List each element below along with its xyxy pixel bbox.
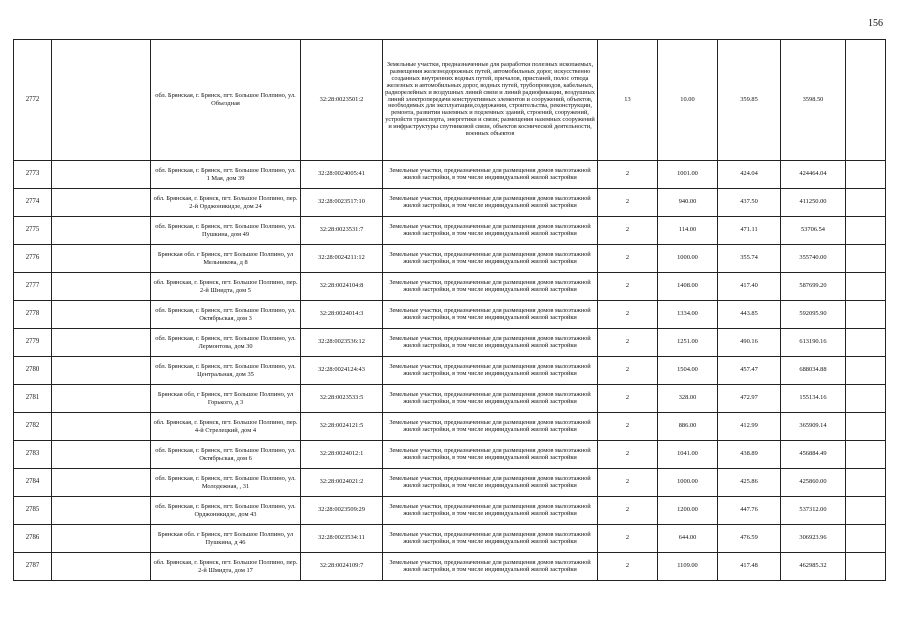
land-use-code-cell: 2 xyxy=(598,329,658,357)
land-use-code-cell: 2 xyxy=(598,441,658,469)
specific-value-cell: 412.99 xyxy=(718,413,781,441)
table-row xyxy=(14,217,886,245)
address-cell: Брянская обл. г Брянск, пгт Большое Полпино, ул Мельникова, д 8 xyxy=(151,245,301,273)
empty-cell xyxy=(846,40,886,161)
address-cell: обл. Брянская, г. Брянск, пгт. Большое Полпино, ул. Пушкина, дом 49 xyxy=(151,217,301,245)
area-cell: 1000.00 xyxy=(658,469,718,497)
land-use-purpose-cell: Земельные участки, предназначенные для размещения домов малоэтажной жилой застройки, в том числе индивидуальной жилой застройки xyxy=(383,189,598,217)
table-row xyxy=(14,245,886,273)
address-cell: обл. Брянская, г. Брянск, пгт. Большое Полпино, пер. 4-й Стрелецкий, дом 4 xyxy=(151,413,301,441)
row-number-cell: 2783 xyxy=(14,441,52,469)
specific-value-cell: 437.50 xyxy=(718,189,781,217)
specific-value-cell: 417.48 xyxy=(718,553,781,581)
table-row xyxy=(14,413,886,441)
land-use-code-cell: 2 xyxy=(598,413,658,441)
area-cell: 1408.00 xyxy=(658,273,718,301)
cadastral-value-cell: 365909.14 xyxy=(781,413,846,441)
land-use-code-cell: 2 xyxy=(598,357,658,385)
cadastral-number-cell: 32:28:0024014:3 xyxy=(301,301,383,329)
address-cell: Брянская обл, г Брянск, пгт Большое Полпино, ул Горького, д 3 xyxy=(151,385,301,413)
row-number-cell: 2782 xyxy=(14,413,52,441)
row-number-cell: 2776 xyxy=(14,245,52,273)
area-cell: 1000.00 xyxy=(658,245,718,273)
land-use-code-cell: 2 xyxy=(598,497,658,525)
row-number-cell: 2778 xyxy=(14,301,52,329)
cadastral-number-cell: 32:28:0024211:12 xyxy=(301,245,383,273)
empty-cell xyxy=(52,329,151,357)
land-use-code-cell: 2 xyxy=(598,245,658,273)
table-row xyxy=(14,469,886,497)
empty-cell xyxy=(52,553,151,581)
specific-value-cell: 447.76 xyxy=(718,497,781,525)
land-use-purpose-cell: Земельные участки, предназначенные для размещения домов малоэтажной жилой застройки, в том числе индивидуальной жилой застройки xyxy=(383,245,598,273)
specific-value-cell: 476.59 xyxy=(718,525,781,553)
specific-value-cell: 471.11 xyxy=(718,217,781,245)
cadastral-value-cell: 456884.49 xyxy=(781,441,846,469)
table-row xyxy=(14,189,886,217)
address-cell: обл. Брянская, г. Брянск, пгт. Большое Полпино, пер. 2-й Шнидта, дом 5 xyxy=(151,273,301,301)
empty-cell xyxy=(52,357,151,385)
land-use-code-cell: 2 xyxy=(598,273,658,301)
empty-cell xyxy=(846,189,886,217)
empty-cell xyxy=(846,217,886,245)
empty-cell xyxy=(52,441,151,469)
cadastral-value-cell: 613190.16 xyxy=(781,329,846,357)
land-use-code-cell: 2 xyxy=(598,301,658,329)
row-number-cell: 2779 xyxy=(14,329,52,357)
cadastral-value-cell: 411250.00 xyxy=(781,189,846,217)
table-row xyxy=(14,525,886,553)
land-use-purpose-cell: Земельные участки, предназначенные для размещения домов малоэтажной жилой застройки, в том числе индивидуальной жилой застройки xyxy=(383,497,598,525)
area-cell: 1001.00 xyxy=(658,161,718,189)
cadastral-number-cell: 32:28:0024124:43 xyxy=(301,357,383,385)
specific-value-cell: 490.16 xyxy=(718,329,781,357)
cadastral-value-cell: 688034.88 xyxy=(781,357,846,385)
cadastral-value-cell: 306923.96 xyxy=(781,525,846,553)
land-use-purpose-cell: Земельные участки, предназначенные для размещения домов малоэтажной жилой застройки, в том числе индивидуальной жилой застройки xyxy=(383,217,598,245)
table-row xyxy=(14,273,886,301)
empty-cell xyxy=(846,525,886,553)
area-cell: 1041.00 xyxy=(658,441,718,469)
address-cell: обл. Брянская, г. Брянск, пгт. Большое Полпино, ул. Объездная xyxy=(151,40,301,161)
area-cell: 1200.00 xyxy=(658,497,718,525)
specific-value-cell: 457.47 xyxy=(718,357,781,385)
specific-value-cell: 417.40 xyxy=(718,273,781,301)
land-use-purpose-cell: Земельные участки, предназначенные для размещения домов малоэтажной жилой застройки, в том числе индивидуальной жилой застройки xyxy=(383,357,598,385)
address-cell: обл. Брянская, г. Брянск, пгт. Большое Полпино, пер. 2-й Шмидта, дом 17 xyxy=(151,553,301,581)
specific-value-cell: 424.04 xyxy=(718,161,781,189)
empty-cell xyxy=(52,525,151,553)
land-use-purpose-cell: Земельные участки, предназначенные для размещения домов малоэтажной жилой застройки, в том числе индивидуальной жилой застройки xyxy=(383,553,598,581)
empty-cell xyxy=(52,301,151,329)
row-number-cell: 2785 xyxy=(14,497,52,525)
empty-cell xyxy=(846,357,886,385)
area-cell: 1504.00 xyxy=(658,357,718,385)
area-cell: 886.00 xyxy=(658,413,718,441)
cadastral-number-cell: 32:28:0024021:2 xyxy=(301,469,383,497)
land-use-code-cell: 2 xyxy=(598,553,658,581)
cadastral-number-cell: 32:28:0023509:29 xyxy=(301,497,383,525)
table-row xyxy=(14,497,886,525)
table-row xyxy=(14,40,886,161)
empty-cell xyxy=(52,469,151,497)
row-number-cell: 2787 xyxy=(14,553,52,581)
empty-cell xyxy=(52,161,151,189)
row-number-cell: 2774 xyxy=(14,189,52,217)
cadastral-number-cell: 32:28:0023517:10 xyxy=(301,189,383,217)
cadastral-value-cell: 425860.00 xyxy=(781,469,846,497)
cadastral-value-cell: 592095.90 xyxy=(781,301,846,329)
address-cell: обл. Брянская, г. Брянск, пгт. Большое Полпино, ул. Лермонтова, дом 30 xyxy=(151,329,301,357)
cadastral-number-cell: 32:28:0023536:12 xyxy=(301,329,383,357)
area-cell: 1109.00 xyxy=(658,553,718,581)
table-row xyxy=(14,553,886,581)
land-use-purpose-cell: Земельные участки, предназначенные для размещения домов малоэтажной жилой застройки, в том числе индивидуальной жилой застройки xyxy=(383,525,598,553)
table-row xyxy=(14,301,886,329)
cadastral-value-cell: 424464.04 xyxy=(781,161,846,189)
cadastral-number-cell: 32:28:0024121:5 xyxy=(301,413,383,441)
empty-cell xyxy=(52,245,151,273)
address-cell: обл. Брянская, г. Брянск, пгт. Большое Полпино, ул. Центральная, дом 35 xyxy=(151,357,301,385)
empty-cell xyxy=(846,273,886,301)
row-number-cell: 2773 xyxy=(14,161,52,189)
row-number-cell: 2777 xyxy=(14,273,52,301)
row-number-cell: 2775 xyxy=(14,217,52,245)
land-use-purpose-cell: Земельные участки, предназначенные для размещения домов малоэтажной жилой застройки, в том числе индивидуальной жилой застройки xyxy=(383,469,598,497)
cadastral-number-cell: 32:28:0023501:2 xyxy=(301,40,383,161)
empty-cell xyxy=(52,273,151,301)
address-cell: обл. Брянская, г. Брянск, пгт. Большое Полпино, ул. Октябрьская, дом 6 xyxy=(151,441,301,469)
page-number: 156 xyxy=(868,18,883,29)
empty-cell xyxy=(846,469,886,497)
area-cell: 10.00 xyxy=(658,40,718,161)
table-row xyxy=(14,441,886,469)
empty-cell xyxy=(52,497,151,525)
area-cell: 644.00 xyxy=(658,525,718,553)
empty-cell xyxy=(52,217,151,245)
land-use-code-cell: 2 xyxy=(598,161,658,189)
land-use-code-cell: 2 xyxy=(598,217,658,245)
row-number-cell: 2780 xyxy=(14,357,52,385)
land-use-purpose-cell: Земельные участки, предназначенные для размещения домов малоэтажной жилой застройки, в том числе индивидуальной жилой застройки xyxy=(383,161,598,189)
cadastral-number-cell: 32:28:0024109:7 xyxy=(301,553,383,581)
cadastral-number-cell: 32:28:0024104:8 xyxy=(301,273,383,301)
cadastral-value-cell: 355740.00 xyxy=(781,245,846,273)
empty-cell xyxy=(52,40,151,161)
land-use-purpose-cell: Земельные участки, предназначенные для размещения домов малоэтажной жилой застройки, в том числе индивидуальной жилой застройки xyxy=(383,273,598,301)
area-cell: 114.00 xyxy=(658,217,718,245)
empty-cell xyxy=(52,189,151,217)
cadastral-value-cell: 462985.32 xyxy=(781,553,846,581)
empty-cell xyxy=(846,161,886,189)
land-use-purpose-cell: Земельные участки, предназначенные для размещения домов малоэтажной жилой застройки, в том числе индивидуальной жилой застройки xyxy=(383,413,598,441)
cadastral-value-cell: 3598.50 xyxy=(781,40,846,161)
land-use-code-cell: 13 xyxy=(598,40,658,161)
empty-cell xyxy=(846,413,886,441)
cadastral-value-cell: 587699.20 xyxy=(781,273,846,301)
address-cell: обл. Брянская, г. Брянск, пгт. Большое Полпино, ул. 1 Мая, дом 39 xyxy=(151,161,301,189)
empty-cell xyxy=(846,245,886,273)
address-cell: обл. Брянская, г. Брянск, пгт. Большое Полпино, ул. Орджоникидзе, дом 43 xyxy=(151,497,301,525)
land-use-code-cell: 2 xyxy=(598,385,658,413)
empty-cell xyxy=(846,441,886,469)
row-number-cell: 2772 xyxy=(14,40,52,161)
cadastral-number-cell: 32:28:0023531:7 xyxy=(301,217,383,245)
address-cell: обл. Брянская, г. Брянск, пгт. Большое Полпино, ул. Октябрьская, дом 3 xyxy=(151,301,301,329)
land-use-purpose-cell: Земельные участки, предназначенные для размещения домов малоэтажной жилой застройки, в том числе индивидуальной жилой застройки xyxy=(383,329,598,357)
specific-value-cell: 359.85 xyxy=(718,40,781,161)
land-use-code-cell: 2 xyxy=(598,189,658,217)
specific-value-cell: 472.97 xyxy=(718,385,781,413)
land-use-purpose-cell: Земельные участки, предназначенные для размещения домов малоэтажной жилой застройки, в том числе индивидуальной жилой застройки xyxy=(383,385,598,413)
address-cell: обл. Брянская, г. Брянск, пгт. Большое Полпино, ул. Молодежная, , 31 xyxy=(151,469,301,497)
cadastral-number-cell: 32:28:0024012:1 xyxy=(301,441,383,469)
cadastral-value-cell: 537312.00 xyxy=(781,497,846,525)
empty-cell xyxy=(846,301,886,329)
cadastral-number-cell: 32:28:0024005:41 xyxy=(301,161,383,189)
table-body xyxy=(14,40,886,581)
land-use-purpose-cell: Земельные участки, предназначенные для размещения домов малоэтажной жилой застройки, в том числе индивидуальной жилой застройки xyxy=(383,441,598,469)
land-use-code-cell: 2 xyxy=(598,469,658,497)
land-use-code-cell: 2 xyxy=(598,525,658,553)
empty-cell xyxy=(846,553,886,581)
specific-value-cell: 425.86 xyxy=(718,469,781,497)
table-row xyxy=(14,161,886,189)
address-cell: Брянская обл. г Брянск, пгт Большое Полпино, ул Пушкина, д 46 xyxy=(151,525,301,553)
table-row xyxy=(14,329,886,357)
cadastral-number-cell: 32:28:0023533:5 xyxy=(301,385,383,413)
specific-value-cell: 355.74 xyxy=(718,245,781,273)
specific-value-cell: 438.89 xyxy=(718,441,781,469)
row-number-cell: 2786 xyxy=(14,525,52,553)
table-row xyxy=(14,357,886,385)
row-number-cell: 2781 xyxy=(14,385,52,413)
empty-cell xyxy=(52,385,151,413)
address-cell: обл. Брянская, г. Брянск, пгт. Большое Полпино, пер. 2-й Орджоникидзе, дом 24 xyxy=(151,189,301,217)
specific-value-cell: 443.85 xyxy=(718,301,781,329)
empty-cell xyxy=(846,497,886,525)
empty-cell xyxy=(52,413,151,441)
cadastral-number-cell: 32:28:0023534:11 xyxy=(301,525,383,553)
area-cell: 1334.00 xyxy=(658,301,718,329)
cadastral-value-cell: 53706.54 xyxy=(781,217,846,245)
row-number-cell: 2784 xyxy=(14,469,52,497)
land-parcel-table xyxy=(13,39,886,581)
land-use-purpose-cell: Земельные участки, предназначенные для разработки полезных ископаемых, размещения железнодорожных путей, автомобильных дорог, искусственно созданных внутренних водных путей, причалов, пристаней, полос отвода железных и автомобильных дорог, водных путей, трубопроводов, кабельных, радиорелейных и воздушных линий связи и линий радиофикации, воздушных линий электропередачи конструктивных элементов и сооружений, объектов, необходимых для эксплуатации,содержания, строительства, реконструкции, ремонта, развития наземных и подземных зданий, строений, сооружений, устройств транспорта, энергетики и связи; размещения наземных сооружений и инфраструктуры спутниковой связи, объектов космической деятельности, военных объектов xyxy=(383,40,598,161)
empty-cell xyxy=(846,329,886,357)
area-cell: 1251.00 xyxy=(658,329,718,357)
empty-cell xyxy=(846,385,886,413)
land-use-purpose-cell: Земельные участки, предназначенные для размещения домов малоэтажной жилой застройки, в том числе индивидуальной жилой застройки xyxy=(383,301,598,329)
area-cell: 328.00 xyxy=(658,385,718,413)
area-cell: 940.00 xyxy=(658,189,718,217)
cadastral-value-cell: 155134.16 xyxy=(781,385,846,413)
table-row xyxy=(14,385,886,413)
